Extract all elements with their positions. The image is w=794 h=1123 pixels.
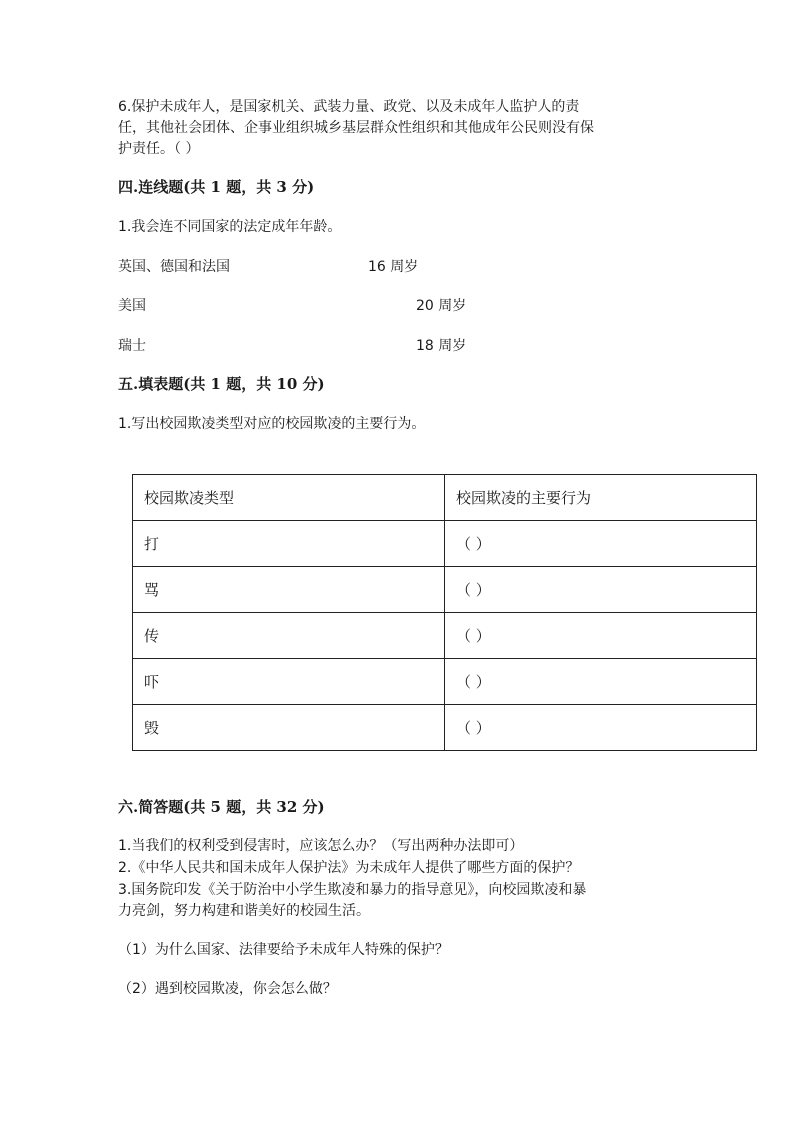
match-left-2[interactable]: 美国: [118, 298, 146, 314]
table-row: [133, 613, 757, 659]
bullying-type-cell: 打: [133, 521, 445, 567]
match-right-2[interactable]: 20 周岁: [416, 298, 467, 314]
q6-text-line-3: 护责任。（ ）: [118, 141, 200, 157]
match-right-3[interactable]: 18 周岁: [416, 338, 467, 354]
match-left-1[interactable]: 英国、德国和法国: [118, 259, 230, 275]
section-6-heading: 六.简答题(共 5 题，共 32 分): [118, 798, 325, 816]
section-4-heading: 四.连线题(共 1 题，共 3 分): [118, 178, 315, 196]
q6-text-line-1: 6.保护未成年人，是国家机关、武装力量、政党、以及未成年人监护人的责: [118, 99, 580, 115]
short-answer-q3-line-1: 3.国务院印发《关于防治中小学生欺凌和暴力的指导意见》，向校园欺凌和暴: [118, 882, 587, 898]
bullying-type-cell: 传: [133, 613, 445, 659]
fill-table-question: 1.写出校园欺凌类型对应的校园欺凌的主要行为。: [118, 416, 426, 432]
table-row: [133, 705, 757, 751]
answer-blank[interactable]: （ ）: [445, 613, 757, 659]
table-row: [133, 567, 757, 613]
table-header-row: [133, 475, 757, 521]
short-answer-sub-1: （1）为什么国家、法律要给予未成年人特殊的保护？: [118, 942, 449, 958]
match-right-1[interactable]: 16 周岁: [368, 259, 419, 275]
answer-blank[interactable]: （ ）: [445, 659, 757, 705]
q6-text-line-2: 任，其他社会团体、企事业组织城乡基层群众性组织和其他成年公民则没有保: [118, 120, 594, 136]
answer-blank[interactable]: （ ）: [445, 521, 757, 567]
short-answer-q3-line-2: 力亮剑，努力构建和谐美好的校园生活。: [118, 903, 370, 919]
bullying-table: [132, 474, 757, 751]
bullying-type-cell: 吓: [133, 659, 445, 705]
short-answer-sub-2: （2）遇到校园欺凌，你会怎么做？: [118, 981, 337, 997]
answer-blank[interactable]: （ ）: [445, 567, 757, 613]
bullying-type-cell: 毁: [133, 705, 445, 751]
answer-blank[interactable]: （ ）: [445, 705, 757, 751]
table-header-type: 校园欺凌类型: [133, 475, 445, 521]
matching-question: 1.我会连不同国家的法定成年年龄。: [118, 219, 342, 235]
table-header-behavior: 校园欺凌的主要行为: [445, 475, 757, 521]
table-row: [133, 521, 757, 567]
short-answer-q2: 2.《中华人民共和国未成年人保护法》为未成年人提供了哪些方面的保护？: [118, 860, 580, 876]
short-answer-q1: 1.当我们的权利受到侵害时，应该怎么办？（写出两种办法即可）: [118, 838, 524, 854]
table-row: [133, 659, 757, 705]
match-left-3[interactable]: 瑞士: [118, 338, 146, 354]
bullying-type-cell: 骂: [133, 567, 445, 613]
section-5-heading: 五.填表题(共 1 题，共 10 分): [118, 375, 325, 393]
